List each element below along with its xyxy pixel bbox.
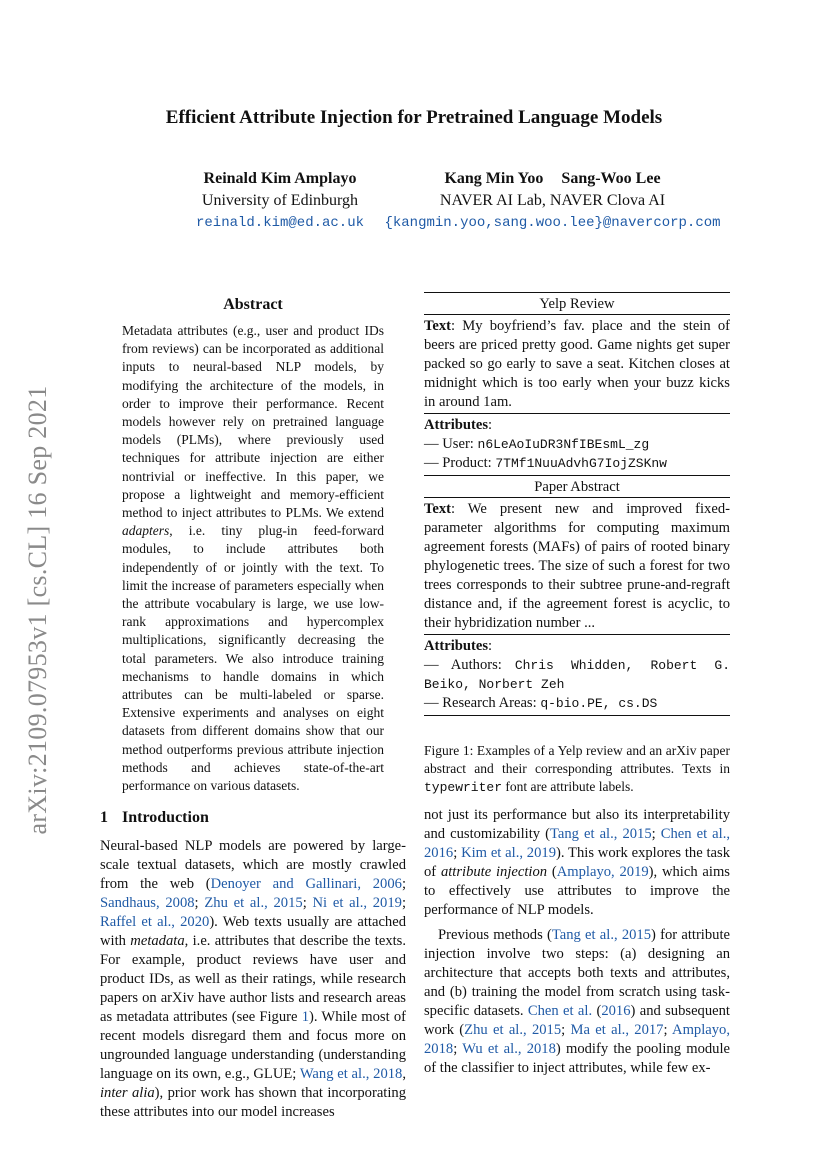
author-affiliation: University of Edinburgh [201, 192, 359, 209]
citation-link[interactable]: Kim et al., 2019 [461, 845, 556, 861]
citation-link[interactable]: Tang et al., 2015 [551, 927, 652, 943]
figure-section-header: Paper Abstract [424, 475, 730, 498]
author-affiliation: NAVER AI Lab, NAVER Clova AI [439, 192, 666, 209]
figure-section-paper [424, 475, 730, 715]
author-block-right [380, 168, 725, 234]
citation-link[interactable]: Raffel et al., 2020 [100, 914, 210, 931]
citation-link[interactable]: Amplayo, 2018 [424, 1022, 730, 1057]
arxiv-identifier: arXiv:2109.07953v1 [cs.CL] 16 Sep 2021 [23, 385, 52, 835]
right-column-body [424, 806, 730, 1078]
citation-link[interactable]: Zhu et al., 2015 [204, 895, 303, 912]
intro-paragraph: Previous methods (Tang et al., 2015) for attribute injection involve two steps: (a) designing an architecture that accepts both texts and attributes, and (b) training the model from scratch using task-specific datasets. Chen et al. (2016) and subsequent work (Zhu et al., 2015; Ma et al., 2017; Amplayo, 2018; Wu et al., 2018) modify the pooling module of the classifier to inject attributes, while few ex- [424, 927, 730, 1076]
citation-link[interactable]: Wu et al., 2018 [462, 1041, 556, 1057]
figure-text-cell: Text: We present new and improved fixed-parameter algorithms for computing maximum agreement forests (MAFs) of pairs of rooted binary phylogenetic trees. The size of such a forest for two trees corresponds to their subtree prune-and-regraft distance and, if the agreement forest is acyclic, to their hybridization number ... [424, 498, 730, 635]
figure-section-yelp [424, 293, 730, 475]
citation-link[interactable]: Zhu et al., 2015 [464, 1022, 562, 1038]
attribute-value: n6LeAoIuDR3NfIBEsmL_zg [477, 437, 650, 452]
author-names [380, 168, 725, 190]
citation-link[interactable]: Chen et al. [527, 1003, 593, 1019]
paper-title: Efficient Attribute Injection for Pretrained Language Models [165, 107, 663, 128]
intro-paragraph: Neural-based NLP models are powered by large-scale textual datasets, which are mostly crawled from the web (Denoyer and Gallinari, 2006; Sandhaus, 2008; Zhu et al., 2015; Ni et al., 2019; Raffel et al., 2020). Web texts usually are attached with metadata, i.e. attributes that describe the texts. For example, product reviews have user and product IDs, as well as their ratings, while research papers on arXiv have author lists and research areas as metadata attributes (see Figure 1). While most of recent models disregard them and focus more on ungrounded language understanding (understanding language on its own, e.g., GLUE; Wang et al., 2018, inter alia), prior work has shown that incorporating these attributes into our model increases [100, 838, 407, 1121]
section-number: 1 [100, 809, 108, 827]
author-block-left [185, 168, 375, 234]
left-column [100, 292, 406, 1122]
citation-link[interactable]: Wang et al., 2018 [299, 1066, 403, 1083]
author-email[interactable]: {kangmin.yoo,sang.woo.lee}@navercorp.com [384, 215, 721, 231]
author-name: Kang Min Yoo [444, 170, 544, 187]
arxiv-sidebar [16, 360, 60, 860]
abstract-text: , i.e. tiny plug-in feed-forward modules, to include attributes both independently of or jointly with the text. To limit the increase of parameters especially when the attribute vocabulary is large, we use low-rank approximations and hypercomplex multiplications, significantly decreasing the total parameters. We also introduce training mechanisms to handle domains in which attributes can be multi-labeled or sparse. Extensive experiments and analyses on eight datasets from different domains show that our method outperforms previous attribute injection methods and achieves state-of-the-art performance on various datasets. [122, 523, 384, 794]
citation-link[interactable]: Ni et al., 2019 [312, 895, 402, 912]
figure-attributes-cell: Attributes: — Authors: Chris Whidden, Robert G. Beiko, Norbert Zeh — Research Areas: q-bio.PE, cs.DS [424, 638, 730, 711]
citation-link[interactable]: Sandhaus, 2008 [100, 895, 195, 912]
citation-link[interactable]: Chen et al., 2016 [424, 826, 730, 861]
abstract-heading: Abstract [223, 296, 283, 313]
citation-link[interactable]: Tang et al., 2015 [550, 826, 652, 842]
citation-link[interactable]: 2016 [601, 1003, 631, 1019]
section-heading [100, 809, 406, 827]
attribute-value: 7TMf1NuuAdvhG7IojZSKnw [495, 456, 667, 471]
attribute-value: Chris Whidden, Robert G. Beiko, Norbert Zeh [424, 658, 730, 692]
author-email[interactable]: reinald.kim@ed.ac.uk [195, 215, 365, 231]
right-column [424, 292, 730, 797]
abstract-emph: adapters [122, 523, 170, 539]
figure-text-cell: Text: My boyfriend’s fav. place and the stein of beers are priced pretty good. Game nights get super packed so go early to save a seat. Kitchen closes at midnight which is too early when your buzz kicks in around 1am. [424, 315, 730, 414]
figure-attributes-cell: Attributes: — User: n6LeAoIuDR3NfIBEsmL_zg — Product: 7TMf1NuuAdvhG7IojZSKnw [424, 417, 667, 471]
citation-link[interactable]: Ma et al., 2017 [570, 1022, 664, 1038]
author-name: Sang-Woo Lee [561, 170, 661, 187]
intro-paragraph: not just its performance but also its interpretability and customizability (Tang et al., 2015; Chen et al., 2016; Kim et al., 2019). This work explores the task of attribute injection (Amplayo, 2019), which aims to effectively use attributes to improve the performance of NLP models. [424, 807, 731, 918]
author-name: Reinald Kim Amplayo [203, 170, 357, 187]
abstract-body [122, 322, 384, 795]
figure-section-header: Yelp Review [424, 293, 730, 315]
abstract-text: Metadata attributes (e.g., user and product IDs from reviews) can be incorporated as additional inputs to neural-based NLP models, by modifying the architecture of the models, in order to improve their performance. Recent models however rely on pretrained language models (PLMs), where previously used techniques for attribute injection are either nontrivial or ineffective. In this paper, we propose a lightweight and memory-efficient method to inject attributes to PLMs. We extend [122, 323, 384, 521]
figure-1-table [424, 292, 730, 716]
figure-caption: Figure 1: Examples of a Yelp review and an arXiv paper abstract and their corresponding attributes. Texts in typewriter font are attribute labels. [424, 743, 730, 795]
attribute-value: q-bio.PE, cs.DS [540, 696, 658, 711]
figure-ref-link[interactable]: 1 [301, 1009, 309, 1026]
citation-link[interactable]: Denoyer and Gallinari, 2006 [210, 876, 402, 893]
section-title: Introduction [122, 809, 209, 827]
citation-link[interactable]: Amplayo, 2019 [556, 864, 649, 880]
